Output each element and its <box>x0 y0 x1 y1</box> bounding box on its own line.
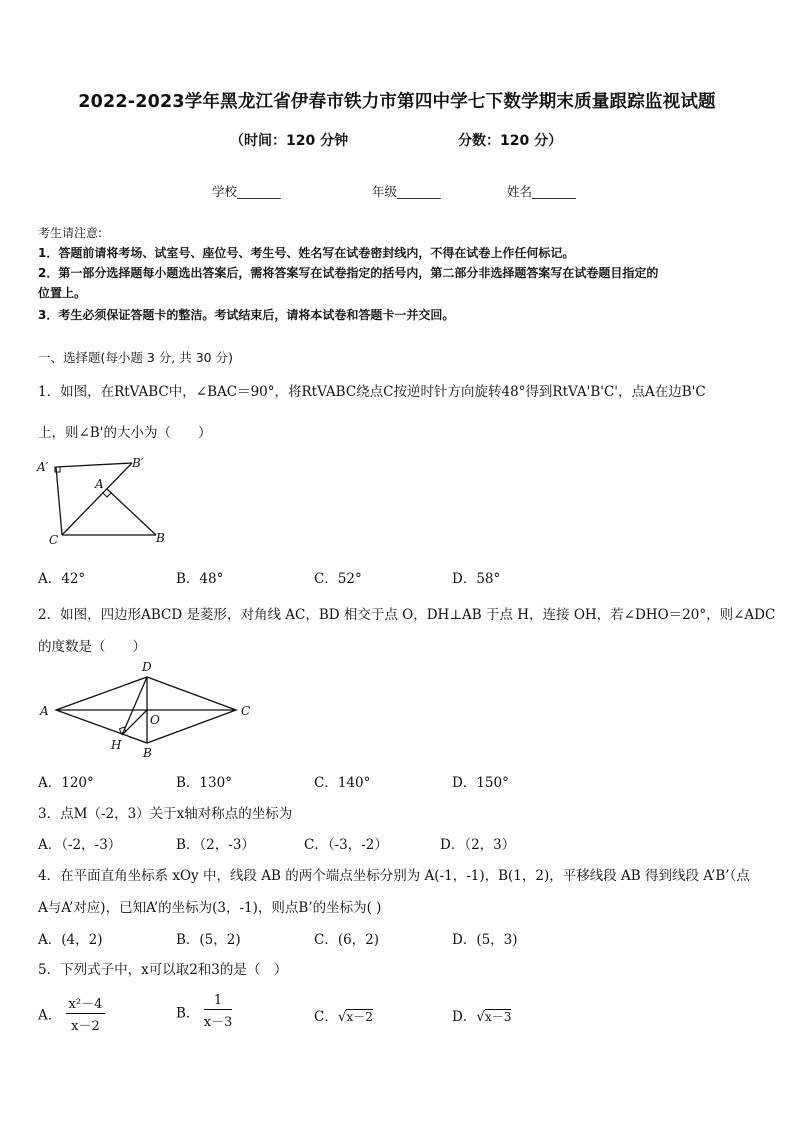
question-4-text-cont: A与A’对应)，已知A’的坐标为(3，-1)，则点B’的坐标为( ) <box>38 900 382 916</box>
grade-field[interactable]: 年级_______ <box>372 184 441 199</box>
notice-item: 3．考生必须保证答题卡的整洁。考试结束后，请将本试卷和答题卡一并交回。 <box>38 308 455 322</box>
denominator: x－2 <box>71 1019 100 1034</box>
label-B-prime: B′ <box>132 456 144 470</box>
notice-item: 2．第一部分选择题每小题选出答案后，需将答案写在试卷指定的括号内，第二部分非选择题答案写在试卷题目指定的 <box>38 266 659 280</box>
option-b[interactable]: B．48° <box>176 571 224 587</box>
radicand: x－3 <box>484 1010 512 1024</box>
question-1-figure <box>34 455 174 547</box>
sqrt-sign: √ <box>476 1009 485 1025</box>
notice-item: 1．答题前请将考场、试室号、座位号、考生号、姓名写在试卷密封线内，不得在试卷上作任何标记。 <box>38 246 575 260</box>
option-label: A． <box>38 1007 62 1024</box>
label-C: C <box>49 533 59 547</box>
question-5-text: 5．下列式子中，x可以取2和3的是（ ） <box>38 962 288 978</box>
label-C: C <box>241 704 251 718</box>
option-c[interactable]: C．52° <box>314 571 362 587</box>
label-D: D <box>142 660 152 674</box>
name-field[interactable]: 姓名_______ <box>507 184 576 199</box>
question-1-text: 1．如图，在RtVABC中，∠BAC＝90°，将RtVABC绕点C按逆时针方向旋转48°得到RtVA'B'C'，点A在边B'C <box>38 384 706 400</box>
question-3-text: 3．点M（-2，3）关于x轴对称点的坐标为 <box>38 806 293 822</box>
exam-time: （时间：120 分钟 <box>230 133 349 149</box>
option-b[interactable]: B．（2，-3） <box>176 837 255 853</box>
option-label: D． <box>452 1009 477 1025</box>
school-field[interactable]: 学校_______ <box>212 184 281 199</box>
label-A: A <box>95 477 104 491</box>
option-c[interactable]: C．140° <box>314 775 371 791</box>
option-a[interactable]: A．42° <box>38 571 86 587</box>
label-B: B <box>156 531 165 545</box>
option-a[interactable]: A．（-2，-3） <box>38 837 122 853</box>
question-1-text-cont: 上，则∠B'的大小为（ ） <box>38 425 212 441</box>
label-O: O <box>150 713 160 727</box>
question-2-text-cont: 的度数是（ ） <box>38 639 146 655</box>
question-2-figure <box>36 658 260 762</box>
fraction <box>204 993 233 1030</box>
numerator: x²－4 <box>66 993 106 1014</box>
option-d[interactable]: D．(5，3) <box>452 932 518 948</box>
denominator: x－3 <box>203 1015 233 1030</box>
option-a[interactable]: A．120° <box>38 775 94 791</box>
fraction <box>66 993 106 1034</box>
question-2-text: 2．如图，四边形ABCD 是菱形，对角线 AC，BD 相交于点 O，DH⊥AB 于点 H，连接 OH，若∠DHO＝20°，则∠ADC <box>38 607 776 623</box>
option-a[interactable]: A．(4，2) <box>38 932 103 948</box>
option-b[interactable] <box>176 993 232 1030</box>
option-b[interactable]: B．130° <box>176 775 232 791</box>
notice-item: 位置上。 <box>38 286 87 300</box>
question-4-text: 4．在平面直角坐标系 xOy 中，线段 AB 的两个端点坐标分别为 A(-1，-1)，B(1，2)，平移线段 AB 得到线段 A’B’（点 <box>38 868 750 884</box>
option-b[interactable]: B．(5，2) <box>176 932 241 948</box>
notice-heading: 考生请注意: <box>38 226 103 240</box>
option-d[interactable] <box>452 1005 511 1025</box>
option-label: C． <box>314 1009 338 1025</box>
option-c[interactable]: C．（-3，-2） <box>304 837 388 853</box>
option-d[interactable]: D．150° <box>452 775 509 791</box>
option-a[interactable] <box>38 993 105 1034</box>
label-A: A <box>40 704 49 718</box>
numerator: 1 <box>204 993 233 1010</box>
label-A-prime: A′ <box>37 460 49 474</box>
radicand: x－2 <box>346 1010 373 1024</box>
option-d[interactable]: D．58° <box>452 571 501 587</box>
option-c[interactable]: C．(6，2) <box>314 932 380 948</box>
option-c[interactable] <box>314 1005 373 1025</box>
option-label: B． <box>176 1005 200 1022</box>
label-H: H <box>111 738 122 752</box>
option-d[interactable]: D．（2，3） <box>440 837 516 853</box>
label-B: B <box>143 746 152 760</box>
page-title: 2022-2023学年黑龙江省伊春市铁力市第四中学七下数学期末质量跟踪监视试题 <box>78 92 716 112</box>
section-heading: 一、选择题(每小题 3 分, 共 30 分) <box>38 350 233 365</box>
sqrt-sign: √ <box>337 1009 347 1025</box>
exam-score: 分数：120 分） <box>458 133 563 149</box>
